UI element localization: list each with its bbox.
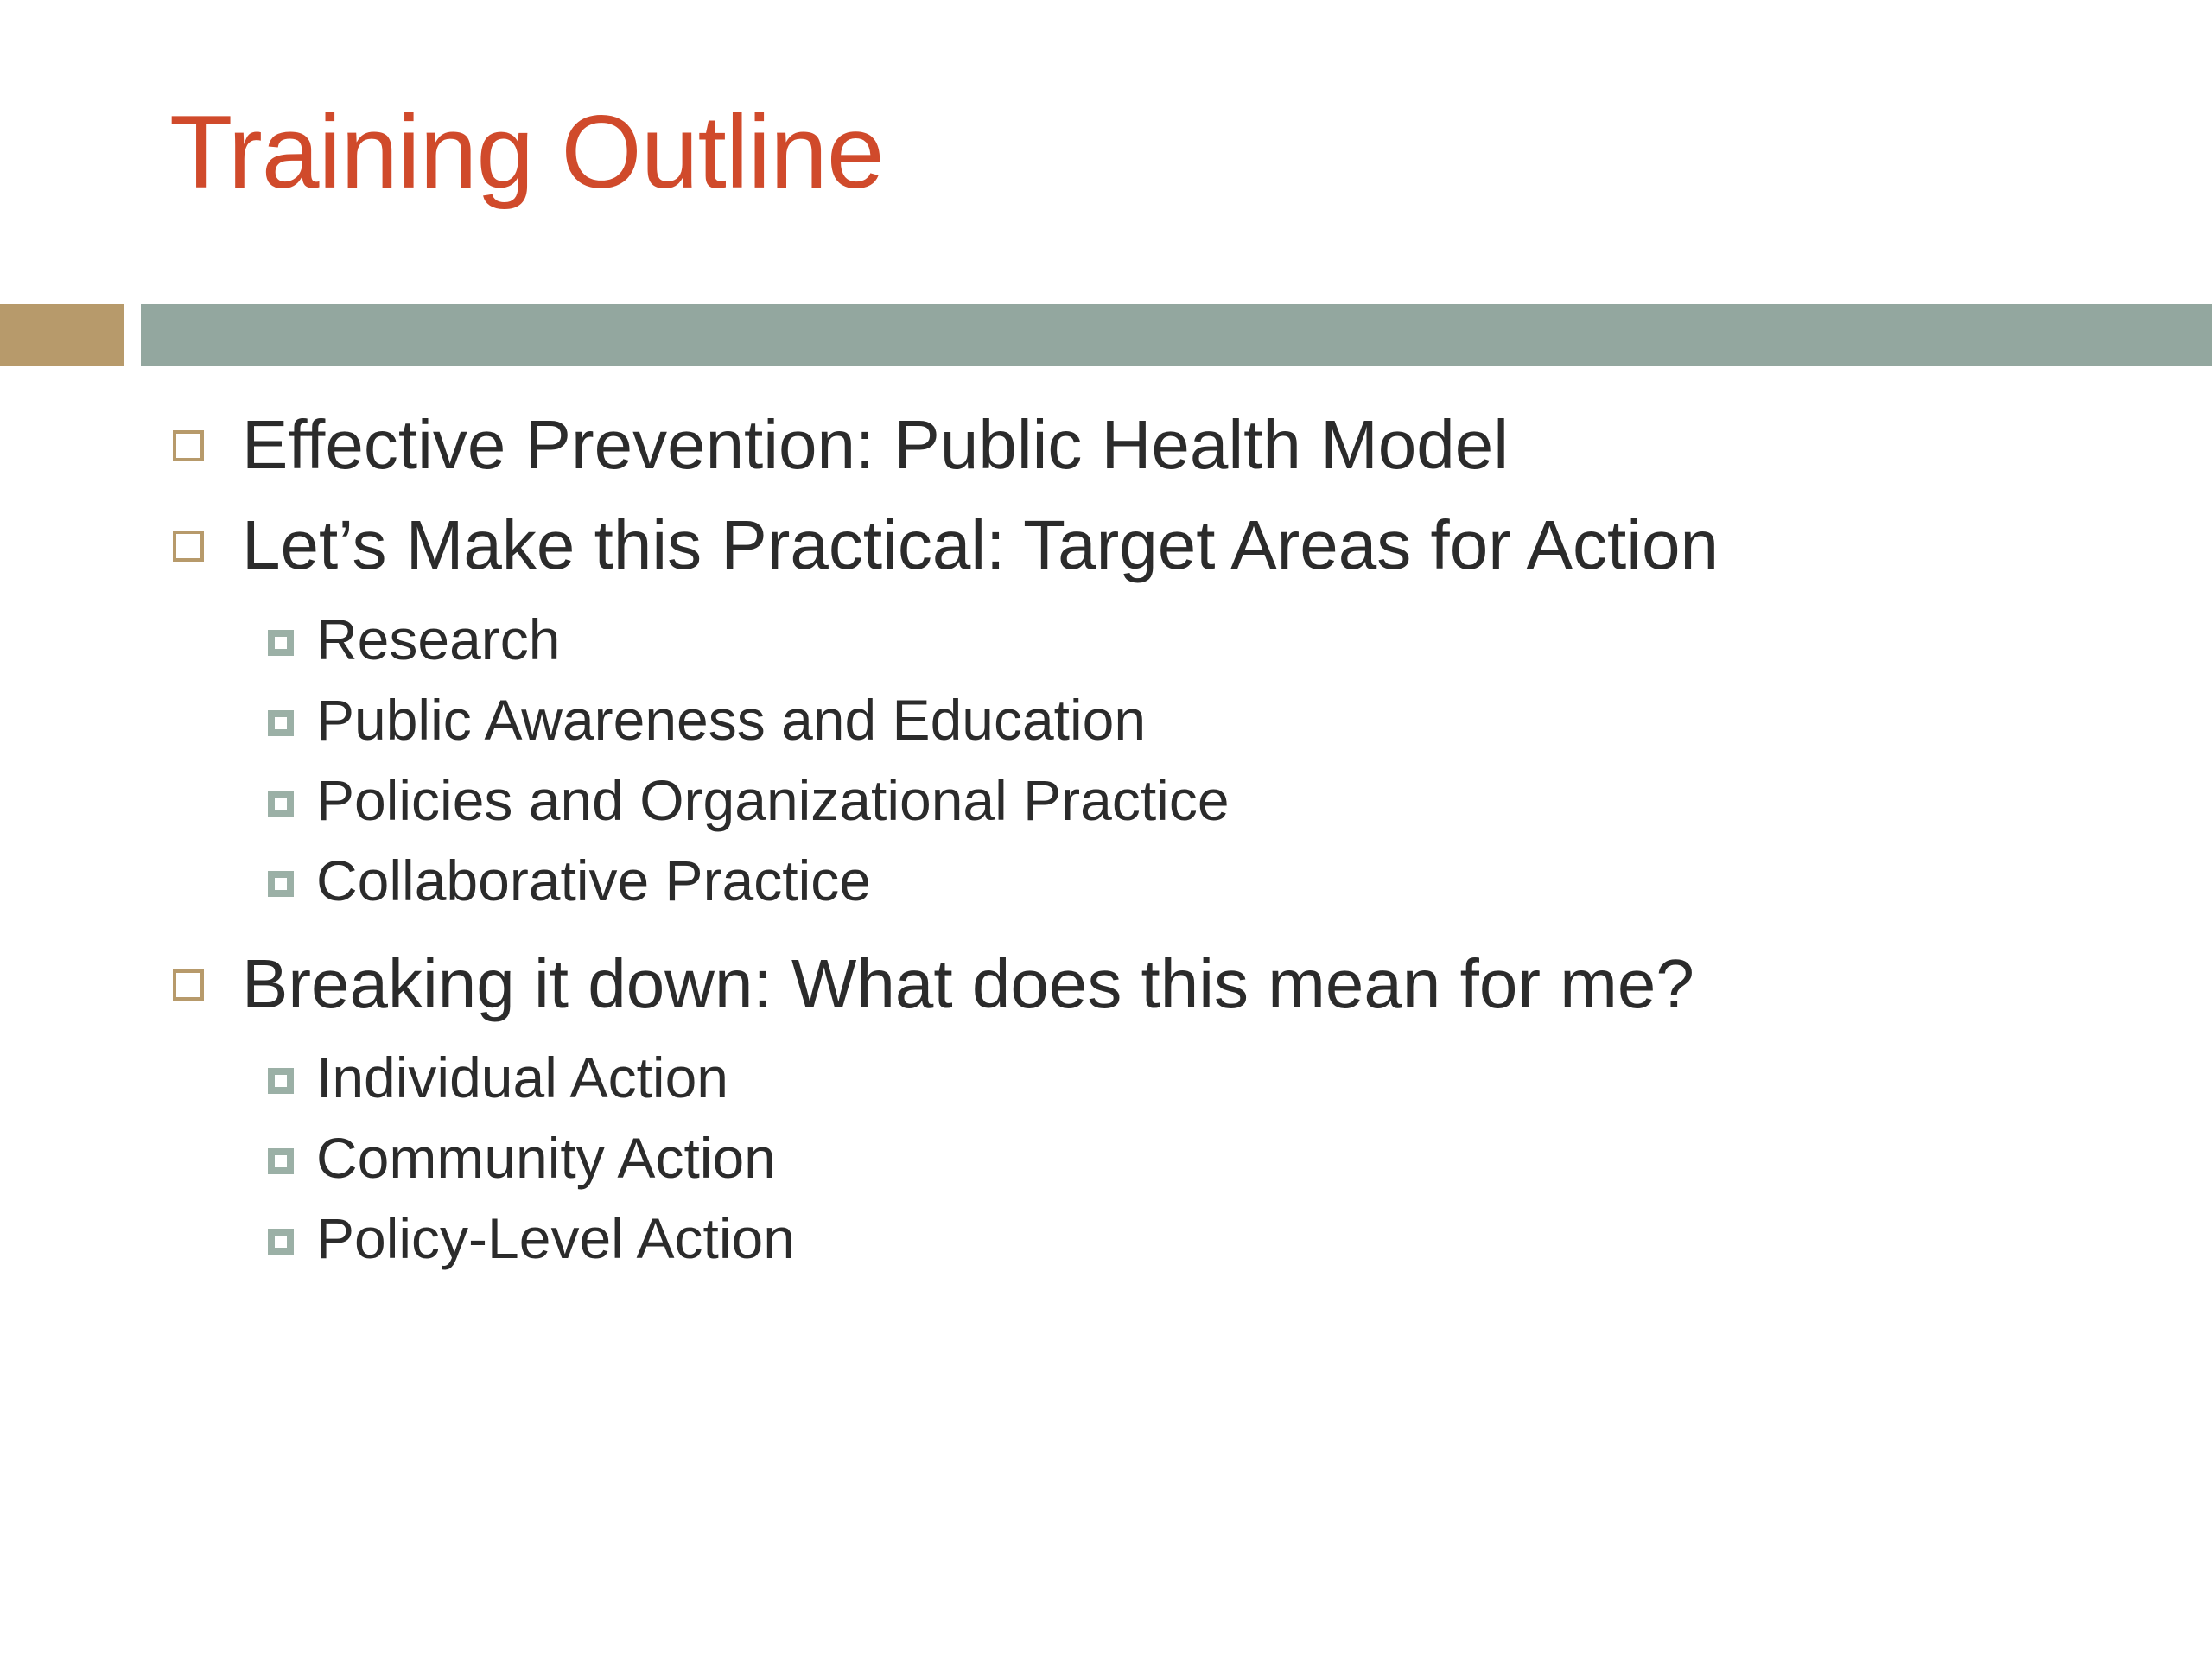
list-item (0, 404, 2212, 486)
sub-list-item (0, 1124, 2212, 1192)
square-bullet-icon (173, 430, 204, 461)
list-item-label: Breaking it down: What does this mean for me? (242, 944, 1694, 1022)
sub-list-item-label: Individual Action (316, 1045, 728, 1109)
sub-list-item (0, 606, 2212, 674)
page-title: Training Outline (169, 94, 884, 210)
sub-list-item (0, 1205, 2212, 1273)
list-item (0, 505, 2212, 586)
small-square-bullet-icon (268, 1068, 294, 1094)
small-square-bullet-icon (268, 1229, 294, 1255)
sub-list-item-label: Policy-Level Action (316, 1206, 795, 1271)
sub-list-item-label: Public Awareness and Education (316, 687, 1147, 752)
small-square-bullet-icon (268, 710, 294, 736)
sub-list-item-label: Policies and Organizational Practice (316, 768, 1230, 833)
list-item (0, 944, 2212, 1025)
divider-accent-block (0, 304, 124, 366)
small-square-bullet-icon (268, 630, 294, 656)
sub-list-item-label: Research (316, 607, 561, 671)
square-bullet-icon (173, 531, 204, 562)
slide-body (0, 404, 2212, 1285)
square-bullet-icon (173, 969, 204, 1001)
sub-list-item-label: Community Action (316, 1126, 776, 1191)
title-divider (0, 304, 2212, 366)
sub-list-item (0, 1044, 2212, 1112)
divider-bar (141, 304, 2212, 366)
small-square-bullet-icon (268, 871, 294, 897)
list-item-label: Let’s Make this Practical: Target Areas for Action (242, 506, 1719, 584)
sub-list-item (0, 686, 2212, 754)
sub-list-item (0, 847, 2212, 915)
list-item-label: Effective Prevention: Public Health Model (242, 406, 1509, 483)
small-square-bullet-icon (268, 1148, 294, 1174)
spacer (0, 928, 2212, 944)
small-square-bullet-icon (268, 791, 294, 817)
sub-list-item (0, 766, 2212, 835)
sub-list-item-label: Collaborative Practice (316, 849, 871, 913)
